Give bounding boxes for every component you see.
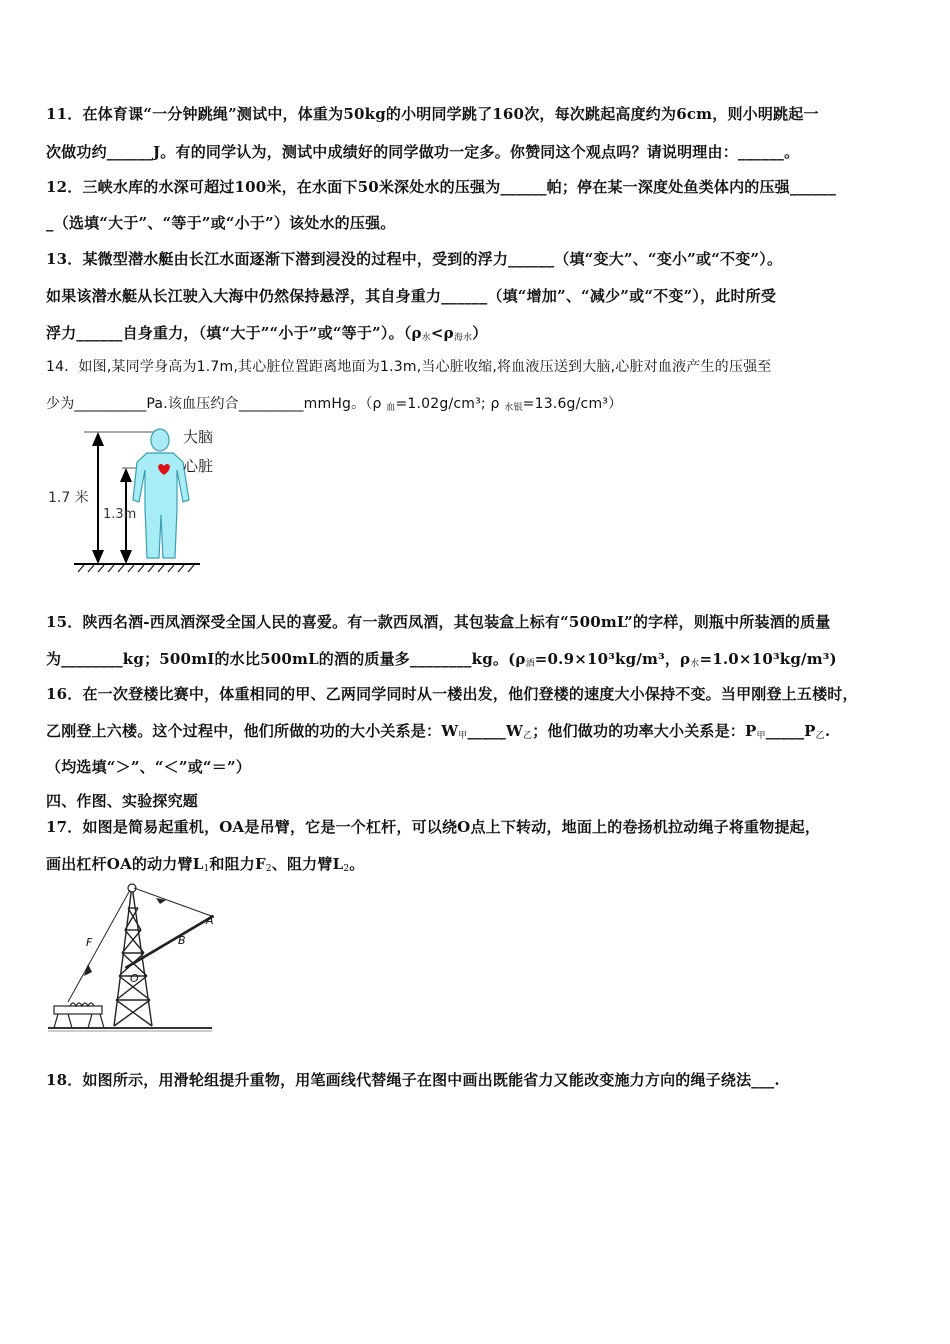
q13-line-3 (46, 322, 487, 343)
q14-sub-mercury: 水银 (504, 403, 523, 413)
q13-line-3-main: 浮力______自身重力，（填“大于”“小于”或“等于”）。（ρ (46, 324, 422, 342)
q14-sub-blood: 血 (386, 403, 396, 413)
heart-height-arrow-top (120, 468, 132, 482)
q13-line-3-mid: <ρ (430, 324, 454, 342)
q11-line-2: 次做功约______J。有的同学认为，测试中成绩好的同学做功一定多。你赞同这个观点吗？请说明理由：______。 (46, 143, 800, 161)
q17-sub-1: 1 (203, 864, 210, 874)
q13-sub-seawater: 海水 (453, 333, 473, 343)
crane-label-O: O (130, 972, 139, 985)
heart-height-arrow-bottom (120, 550, 132, 564)
crane-label-A: A (206, 914, 214, 927)
q16-line-2-c: ；他们做功的功率大小关系是：P (532, 722, 757, 740)
crane-label-F: F (86, 936, 93, 949)
q17-line-2-c: 、阻力臂L (271, 855, 344, 873)
q17-sub-2: 2 (265, 864, 272, 874)
q15-line-2-c: =1.0×10³kg/m³) (699, 650, 837, 668)
q16-line-3: （均选填“＞”、“＜”或“＝”） (46, 758, 251, 776)
q17-line-2-b: 和阻力F (209, 855, 266, 873)
label-heart-height: 1.3m (103, 507, 137, 522)
q13-sub-water: 水 (421, 333, 431, 343)
q18-line-1: 18．如图所示，用滑轮组提升重物，用笔画线代替绳子在图中画出既能省力又能改变施力方向的绳子绕法___. (46, 1071, 780, 1089)
q17-crane-figure (48, 878, 214, 1038)
q16-sub-3: 甲 (756, 731, 766, 741)
label-height: 1.7 米 (48, 490, 89, 506)
height-arrow-bottom (92, 550, 104, 564)
winch (54, 1003, 104, 1028)
q16-line-2-e: . (824, 722, 831, 740)
q15-line-2-b: =0.9×10³kg/m³，ρ (534, 650, 691, 668)
q17-line-2-d: 。 (349, 855, 365, 873)
q16-sub-1: 甲 (458, 731, 468, 741)
q16-sub-2: 乙 (523, 731, 533, 741)
q17-line-2 (46, 853, 364, 874)
ground-hatch (78, 565, 194, 572)
q15-sub-water: 水 (690, 659, 700, 669)
q16-line-2-a: 乙刚登上六楼。这个过程中，他们所做的功的大小关系是：W (46, 722, 459, 740)
section-title: 四、作图、实验探究题 (46, 792, 199, 810)
q16-sub-4: 乙 (815, 731, 825, 741)
q15-line-1: 15．陕西名酒-西凤酒深受全国人民的喜爱。有一款西凤酒，其包装盒上标有“500mL”的字样，则瓶中所装酒的质量 (46, 613, 831, 631)
q15-line-2-a: 为________kg；500mI的水比500mL的酒的质量多________kg。(ρ (46, 650, 526, 668)
boom-arm-OA (125, 916, 213, 968)
q11-line-1: 11．在体育课“一分钟跳绳”测试中，体重为50kg的小明同学跳了160次，每次跳起高度约为6cm，则小明跳起一 (46, 105, 819, 123)
q17-line-2-a: 画出杠杆OA的动力臂L (46, 855, 204, 873)
q17-line-1: 17．如图是简易起重机，OA是吊臂，它是一个杠杆，可以绕O点上下转动，地面上的卷扬机拉动绳子将重物提起， (46, 818, 821, 836)
height-arrow-top (92, 432, 104, 446)
q17-sub-3: 2 (343, 864, 350, 874)
q14-line-2 (46, 393, 622, 413)
q12-line-1: 12．三峡水库的水深可超过100米，在水面下50米深处水的压强为______帕；停在某一深度处鱼类体内的压强______ (46, 178, 837, 196)
q13-line-3-end: ） (472, 324, 488, 342)
q16-line-2-b: _____W (467, 722, 523, 740)
q13-line-1: 13．某微型潜水艇由长江水面逐渐下潜到浸没的过程中，受到的浮力______（填“变大”、“变小”或“不变”）。 (46, 250, 783, 268)
q14-line-2-a: 少为__________Pa.该血压约合_________mmHg。（ρ (46, 396, 387, 412)
q14-line-2-c: =13.6g/cm³） (522, 396, 623, 412)
crane-label-B: B (178, 934, 186, 947)
q14-line-1: 14．如图,某同学身高为1.7m,其心脏位置距离地面为1.3m,当心脏收缩,将血液压送到大脑,心脏对血液产生的压强至 (46, 359, 772, 375)
q16-line-2 (46, 720, 830, 741)
q14-line-2-b: =1.02g/cm³; ρ (395, 396, 505, 412)
q16-line-2-d: _____P (765, 722, 816, 740)
rope-top-to-A (134, 888, 214, 922)
person-silhouette (133, 429, 189, 558)
q15-sub-liquor: 酒 (525, 659, 535, 669)
q15-line-2 (46, 648, 837, 669)
rope-F (68, 890, 130, 1002)
label-brain: 大脑 (183, 428, 214, 446)
label-heart: 心脏 (183, 457, 214, 475)
q16-line-1: 16．在一次登楼比赛中，体重相同的甲、乙两同学同时从一楼出发，他们登楼的速度大小保持不变。当甲刚登上五楼时， (46, 685, 858, 703)
q12-line-2: _（选填“大于”、“等于”或“小于”）该处水的压强。 (46, 214, 396, 232)
q13-line-2: 如果该潜水艇从长江驶入大海中仍然保持悬浮，其自身重力______（填“增加”、“减少”或“不变”），此时所受 (46, 287, 777, 305)
